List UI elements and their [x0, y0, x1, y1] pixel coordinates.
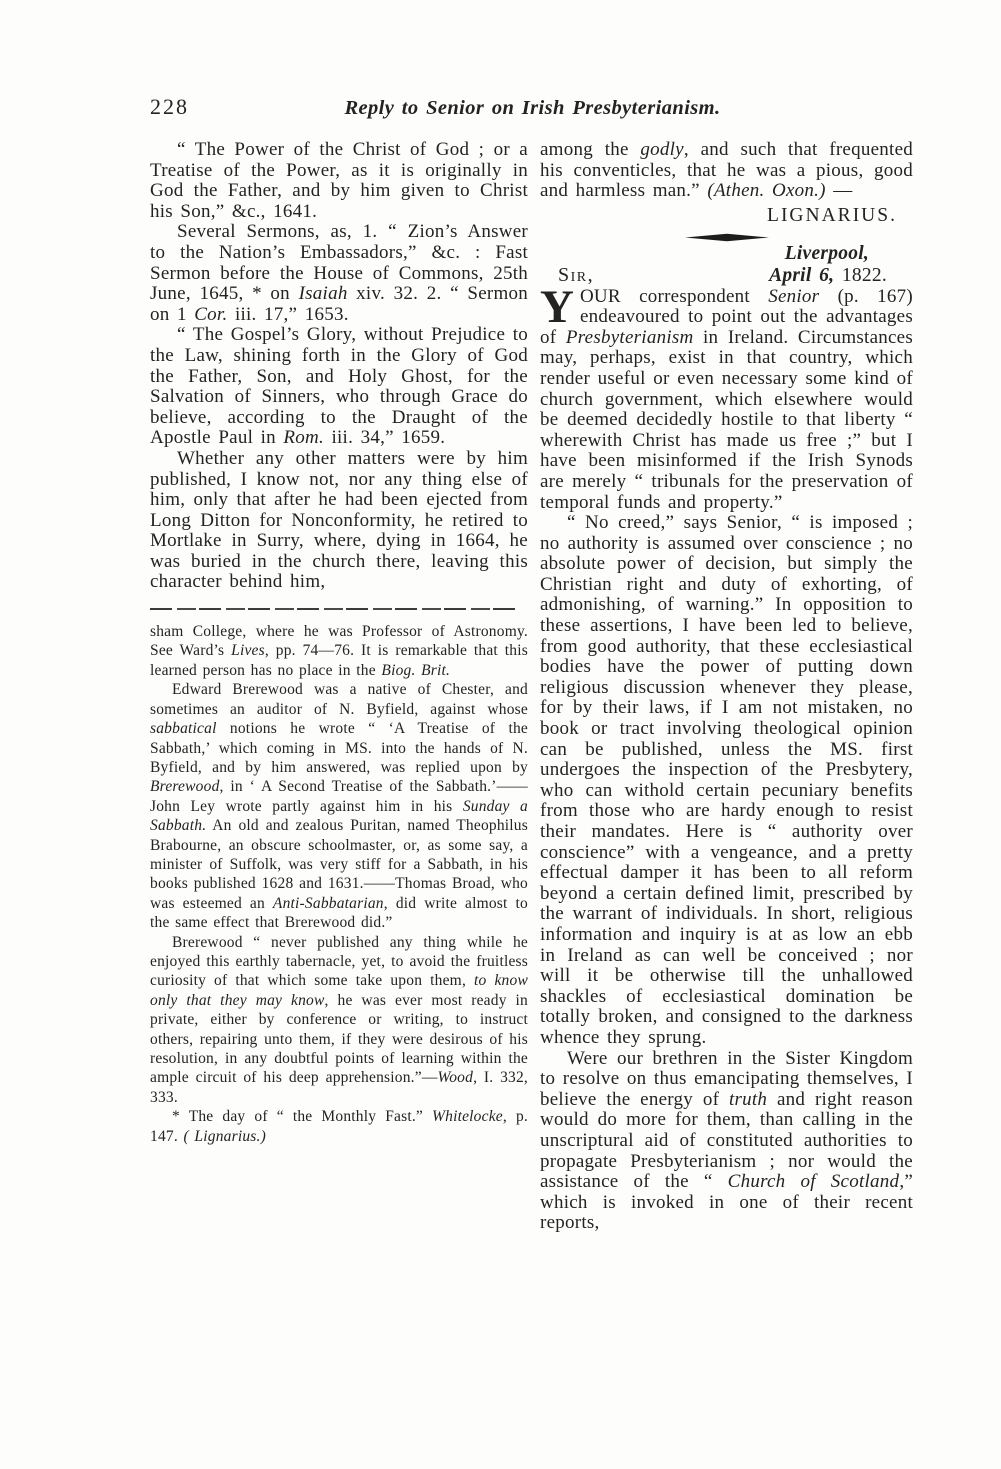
page-number: 228	[150, 94, 189, 119]
footnote-paragraph: Brerewood “ never published any thing while he enjoyed this earthly tabernacle, yet, to avoid the fruitless curiosity of that which some take upon them, to know only that they may know, he was ever most ready in private, either by conference or writing, to instruct others, repairing unto them, if they were desirous of his resolution, in any doubtful points of learning within the ample circuit of his deep apprehension.”—Wood, I. 332, 333.	[150, 933, 528, 1106]
letter-paragraph: “ No creed,” says Senior, “ is imposed ; no authority is assumed over conscience ; no absolute power of decision, but simply the Christian right and duty of exhorting, of admonishing, of warning.” In opposition to these assertions, I have been led to believe, from good authority, that these ecclesiastical bodies have the power of putting down religious discussion whenever they please, for by their laws, if I am not mistaken, no book or tract involving theological opinion can be published, unless the MS. first undergoes the inspection of the Presbytery, who can withold certain pecuniary benefits from those who are hardy enough to resist their mandates. Here is “ authority over conscience” with a vengeance, and a pretty effectual damper it has been to all reform beyond a certain defined limit, prescribed by the warrant of individuals. In short, religious information and inquiry is at as low an ebb in Ireland as can well be conceived ; nor will it be otherwise till the unhallowed shackles of ecclesiastical domination be totally broken, and consigned to the darkness whence they sprung.	[540, 512, 913, 1048]
paragraph: among the godly, and such that frequented his conventicles, that he was a pious, good and harmless man.” (Athen. Oxon.) —	[540, 139, 913, 202]
footnote-divider-rule	[150, 608, 518, 610]
footnote-paragraph: Edward Brerewood was a native of Chester, and sometimes an auditor of N. Byfield, against whose sabbatical notions he wrote “ ‘A Treatise of the Sabbath,’ which coming in MS. into the hands of N. Byfield, and by him answered, was replied upon by Brerewood, in ‘ A Second Treatise of the Sabbath.’——John Ley wrote partly against him in his Sunday a Sabbath. An old and zealous Puritan, named Theophilus Brabourne, an obscure schoolmaster, or, as some say, a minister of Suffolk, was very stiff for a Sabbath, in his books published 1628 and 1631.——Thomas Broad, who was esteemed an Anti-Sabbatarian, did write almost to the same effect that Brerewood did.”	[150, 681, 528, 932]
drop-cap: Y	[540, 280, 574, 333]
footnote-paragraph: * The day of “ the Monthly Fast.” Whitelocke, p. 147. ( Lignarius.)	[150, 1108, 528, 1145]
letter-salutation: Sir,	[558, 263, 595, 286]
text-columns	[150, 140, 913, 1234]
page-header	[150, 94, 913, 120]
paragraph: Several Sermons, as, 1. “ Zion’s Answer to the Nation’s Embassadors,” &c. : Fast Sermon before the House of Commons, 25th June, 1645, * on Isaiah xiv. 32. 2. “ Sermon on 1 Cor. iii. 17,” 1653.	[150, 221, 528, 325]
section-divider-rule	[685, 233, 769, 242]
footnote-paragraph: sham College, where he was Professor of Astronomy. See Ward’s Lives, pp. 74—76. It is remarkable that this learned person has no place in the Biog. Brit.	[150, 623, 528, 679]
paragraph-text: OUR correspondent Senior (p. 167) endeavoured to point out the advantages of Presbyterianism in Ireland. Circumstances may, perhaps, exist in that country, which render useful or even necessary some kind of church government, which elsewhere would be deemed decidedly hostile to that liberty “ wherewith Christ has made us free ;” but I have been misinformed if the Irish Synods are merely “ tribunals for the preservation of temporal funds and property.”	[540, 285, 914, 513]
paragraph: “ The Gospel’s Glory, without Prejudice to the Law, shining forth in the Glory of God the Father, Son, and Holy Ghost, for the Salvation of Sinners, who through Grace do believe, according to the Draught of the Apostle Paul in Rom. iii. 34,” 1659.	[150, 324, 528, 449]
signature: LIGNARIUS.	[767, 204, 897, 226]
letter-salutation-row	[540, 265, 913, 287]
letter-paragraph	[540, 280, 914, 514]
footnote	[150, 622, 528, 1146]
paragraph: Whether any other matters were by him published, I know not, nor any thing else of him, only that after he had been ejected from Long Ditton for Nonconformity, he retired to Mortlake in Surry, where, dying in 1664, he was buried in the church there, leaving this character behind him,	[150, 447, 528, 593]
letter-paragraph: Were our brethren in the Sister Kingdom to resolve on thus emancipating themselves, I believe the energy of truth and right reason would do more for them, than calling in the unscriptural aid of constituted authorities to propagate Presbyterianism ; nor would the assistance of the “ Church of Scotland,” which is invoked in one of their recent reports,	[540, 1047, 914, 1234]
running-title: Reply to Senior on Irish Presbyterianism.	[344, 97, 721, 119]
page-content	[150, 94, 913, 1234]
letter-date: April 6, 1822.	[769, 264, 887, 286]
paragraph: “ The Power of the Christ of God ; or a Treatise of the Power, as it is originally in God the Father, and by him given to Christ his Son,” &c., 1641.	[150, 139, 528, 222]
right-column	[540, 140, 913, 1234]
left-column	[150, 140, 528, 1234]
letter-place: Liverpool,	[784, 243, 869, 265]
